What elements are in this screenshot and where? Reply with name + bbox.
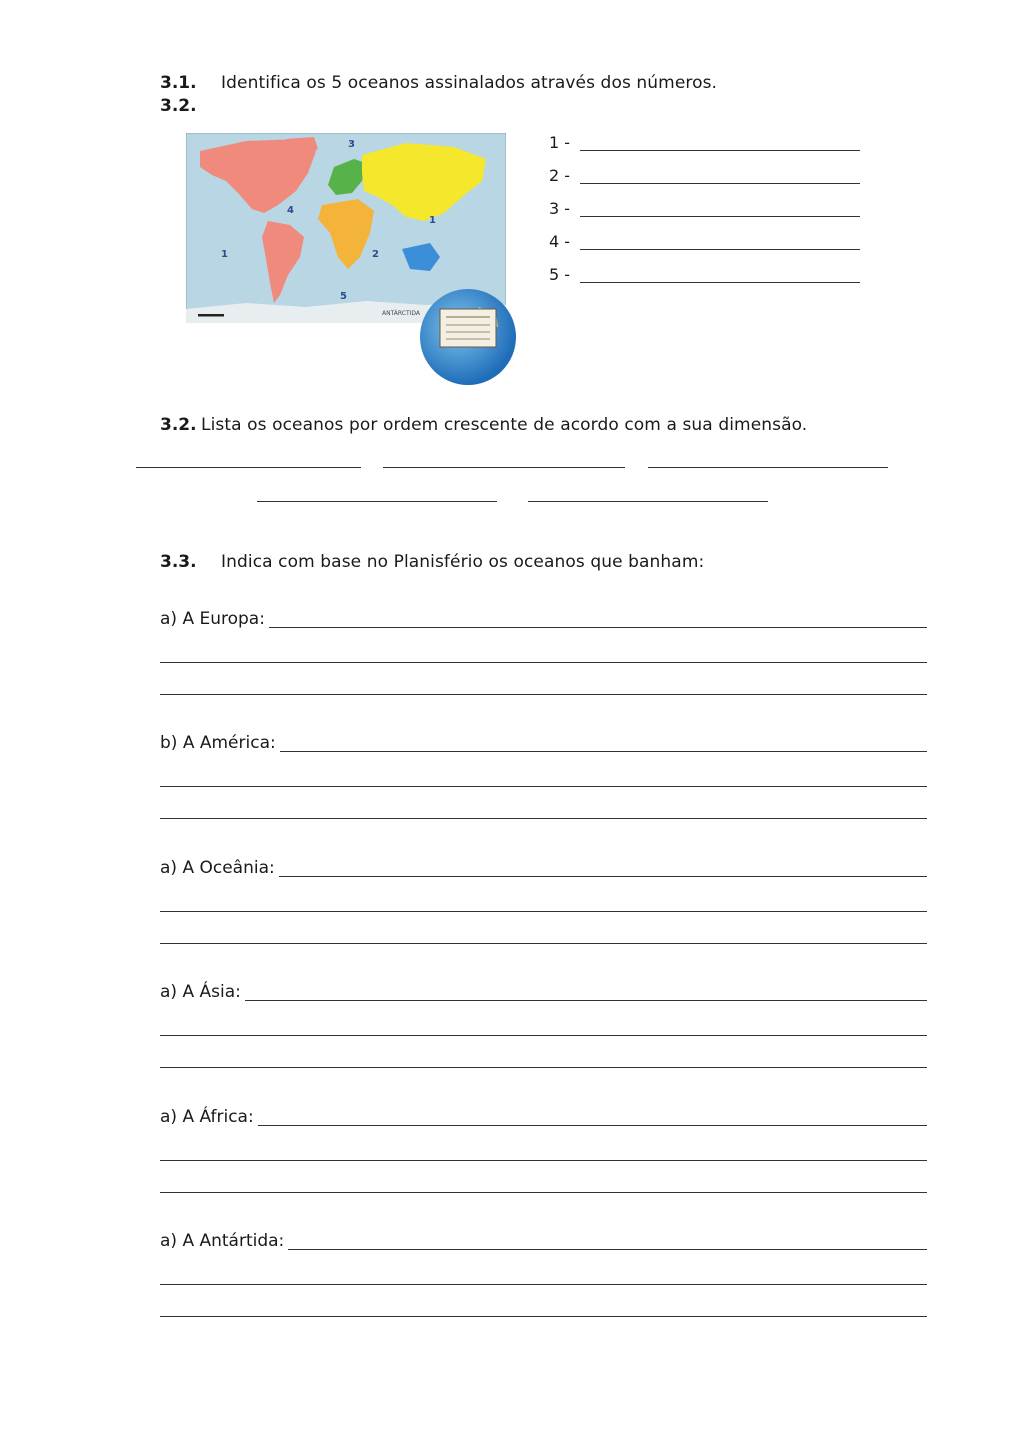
oceania-answer-line-3[interactable] [160,943,927,944]
scale-bar [198,314,224,317]
map-number-3: 3 [348,139,355,150]
answer-line-2[interactable] [580,183,860,184]
answer-line-3[interactable] [580,216,860,217]
answer-label-4: 4 - [549,232,571,251]
africa-answer-line-1[interactable] [160,1125,927,1126]
antarctica-label-text: a) A Antártida: [160,1231,288,1251]
order-line-2[interactable] [383,467,625,468]
order-line-3[interactable] [648,467,888,468]
answer-label-1: 1 - [549,133,571,152]
america-answer-line-2[interactable] [160,786,927,787]
oceania-answer-line-2[interactable] [160,911,927,912]
question-3-2-number: 3.2. [160,415,197,435]
answer-row-3 [549,199,570,218]
antarctica-answer-line-2[interactable] [160,1284,927,1285]
antarctica-answer-line-3[interactable] [160,1316,927,1317]
america-answer-line-3[interactable] [160,818,927,819]
answer-line-5[interactable] [580,282,860,283]
africa-label: a) A África: [160,1107,258,1127]
order-line-1[interactable] [136,467,361,468]
asia-answer-line-1[interactable] [160,1000,927,1001]
america-label: b) A América: [160,733,280,753]
question-3-1-number: 3.1. [160,73,197,93]
africa-answer-line-2[interactable] [160,1160,927,1161]
globe-illustration [418,287,518,387]
asia-label: a) A Ásia: [160,982,245,1002]
globe-icon [418,287,518,387]
europe-answer-line-2[interactable] [160,662,927,663]
question-3-3-number: 3.3. [160,552,197,572]
answer-label-3: 3 - [549,199,571,218]
oceania-label: a) A Oceânia: [160,858,279,878]
question-3-2-text: Lista os oceanos por ordem crescente de acordo com a sua dimensão. [201,415,808,435]
map-number-5: 5 [340,291,347,302]
answer-row-2 [549,166,570,185]
order-line-4[interactable] [257,501,497,502]
answer-row-5 [549,265,570,284]
question-3-2-number-duplicate: 3.2. [160,96,197,116]
answer-label-2: 2 - [549,166,571,185]
map-number-1-east: 1 [429,215,436,226]
map-number-2: 2 [372,249,379,260]
order-line-5[interactable] [528,501,768,502]
map-number-4: 4 [287,205,294,216]
answer-line-4[interactable] [580,249,860,250]
answer-row-1 [549,133,570,152]
map-number-1-west: 1 [221,249,228,260]
africa-answer-line-3[interactable] [160,1192,927,1193]
answer-line-1[interactable] [580,150,860,151]
question-3-1-text: Identifica os 5 oceanos assinalados através dos números. [221,73,718,93]
europe-answer-line-3[interactable] [160,694,927,695]
answer-label-5: 5 - [549,265,571,284]
antarctica-label: ANTÁRCTIDA [382,310,421,317]
asia-answer-line-2[interactable] [160,1035,927,1036]
asia-answer-line-3[interactable] [160,1067,927,1068]
question-3-3-text: Indica com base no Planisfério os oceanos que banham: [221,552,705,572]
answer-row-4 [549,232,570,251]
europe-answer-line-1[interactable] [160,627,927,628]
europe-label: a) A Europa: [160,609,269,629]
